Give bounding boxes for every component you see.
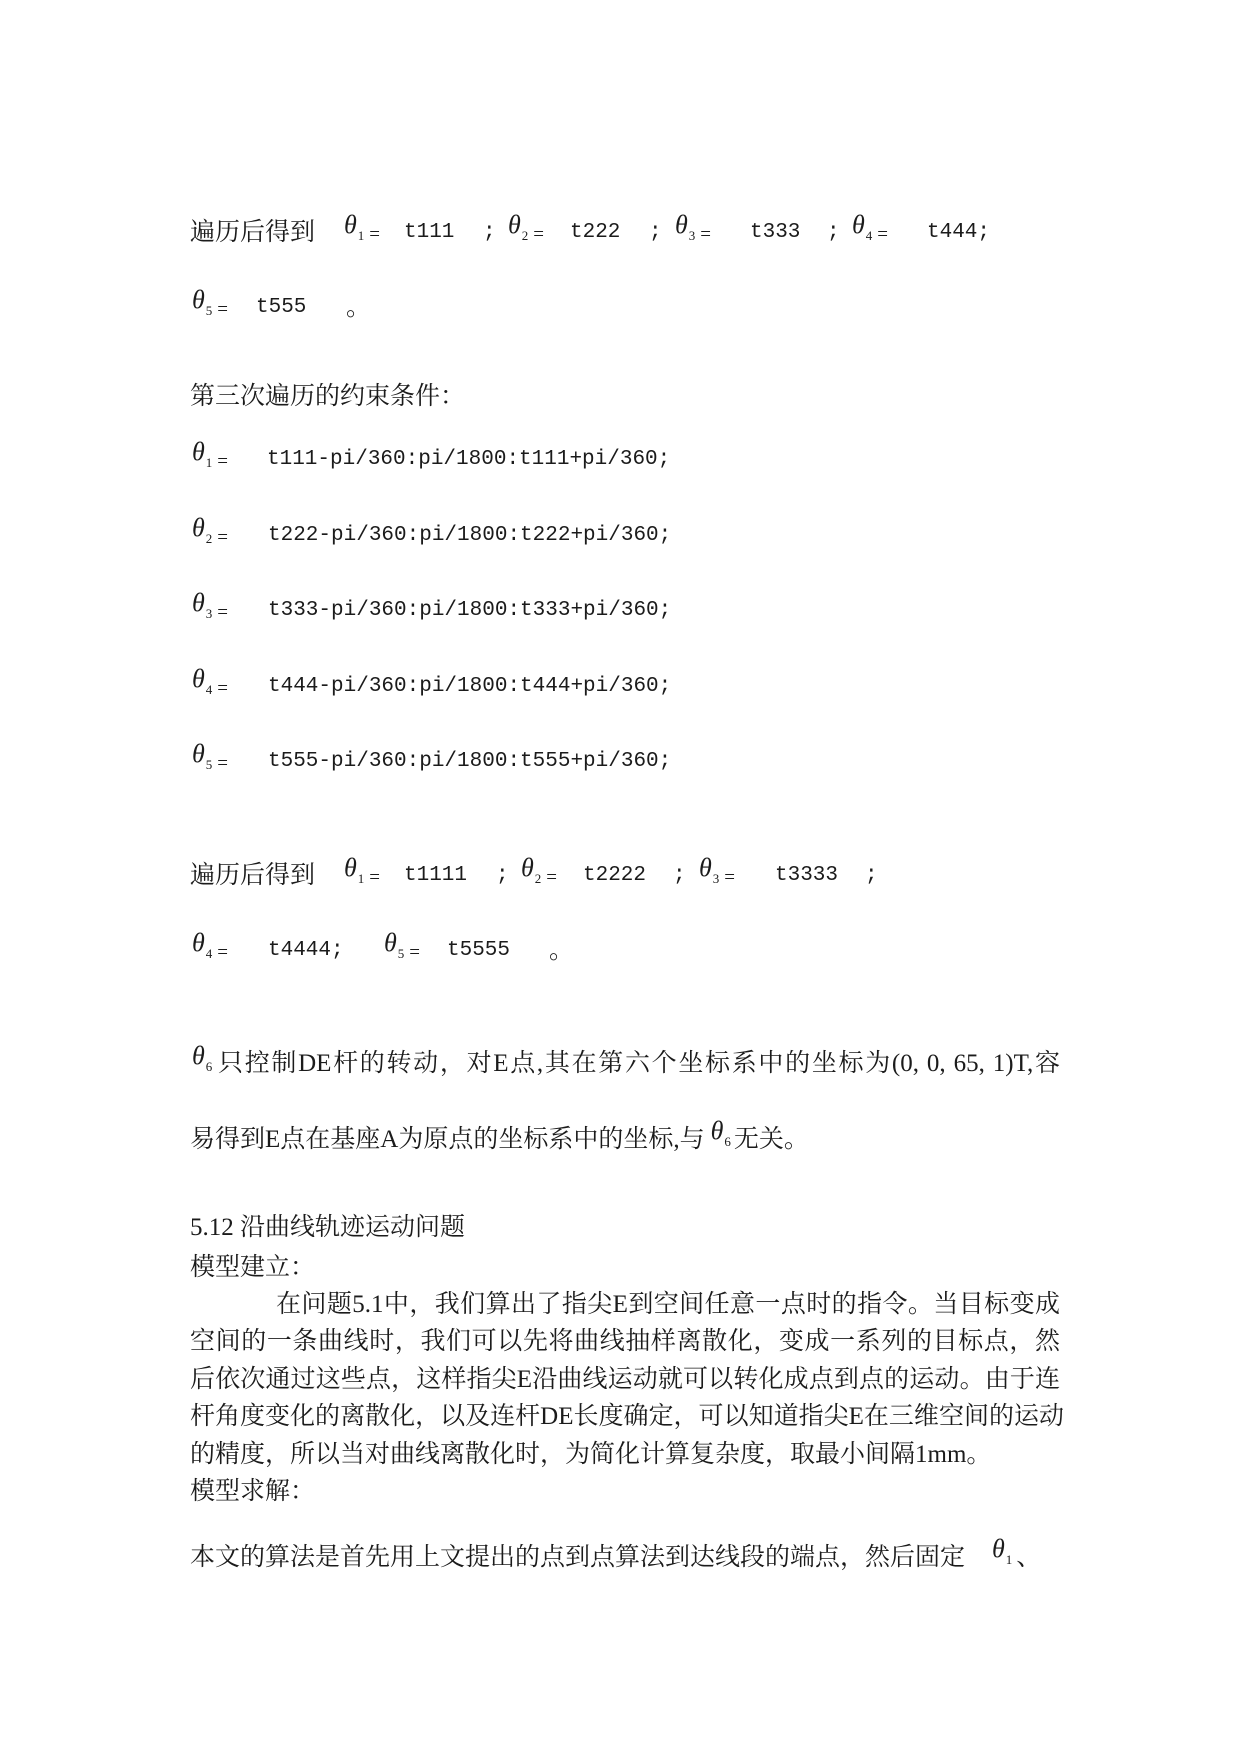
equals-sign: = bbox=[546, 867, 557, 888]
traversal-result-a-line-2 bbox=[0, 285, 1241, 325]
period: 。 bbox=[346, 294, 372, 321]
equals-sign: = bbox=[217, 678, 228, 699]
theta-subscript: 2 bbox=[205, 531, 213, 546]
theta-subscript: 1 bbox=[205, 455, 213, 470]
paragraph-line-5 bbox=[0, 1438, 1241, 1472]
theta-subscript: 4 bbox=[205, 946, 213, 961]
theta-5-equation bbox=[384, 928, 420, 972]
constraint-expression: t555-pi/360:pi/1800:t555+pi/360; bbox=[268, 750, 672, 773]
traversal-result-b-line-2 bbox=[0, 928, 1241, 968]
paragraph-line-4 bbox=[0, 1400, 1241, 1434]
theta-symbol: θ bbox=[192, 437, 205, 466]
equals-sign: = bbox=[217, 753, 228, 774]
constraints-heading-line bbox=[0, 380, 1241, 414]
theta-subscript: 4 bbox=[865, 228, 873, 243]
model-build-line bbox=[0, 1251, 1241, 1285]
theta-symbol: θ bbox=[852, 210, 865, 239]
theta-5-value: t5555 bbox=[447, 939, 511, 962]
equals-sign: = bbox=[724, 867, 735, 888]
separator: ; bbox=[496, 864, 509, 887]
constraint-expression: t444-pi/360:pi/1800:t444+pi/360; bbox=[268, 675, 672, 698]
separator: ; bbox=[827, 221, 840, 244]
constraint-line-4 bbox=[0, 664, 1241, 704]
algorithm-line bbox=[0, 1534, 1241, 1574]
theta-5-equation bbox=[192, 739, 228, 783]
paragraph-text: 后依次通过这些点，这样指尖E沿曲线运动就可以转化成点到点的运动。由于连 bbox=[190, 1366, 1060, 1393]
period: 。 bbox=[549, 937, 575, 964]
constraint-line-5 bbox=[0, 739, 1241, 779]
theta-symbol: θ bbox=[384, 928, 397, 957]
theta6-note-continuation bbox=[190, 1116, 809, 1160]
constraint-expression: t222-pi/360:pi/1800:t222+pi/360; bbox=[268, 524, 672, 547]
section-heading-line bbox=[0, 1211, 1241, 1245]
theta-subscript: 3 bbox=[688, 228, 696, 243]
paragraph-text: 的精度，所以当对曲线离散化时，为简化计算复杂度，取最小间隔1mm。 bbox=[190, 1441, 992, 1468]
theta-symbol: θ bbox=[192, 1041, 205, 1070]
theta-symbol: θ bbox=[192, 739, 205, 768]
theta6-note-line-1 bbox=[0, 1041, 1241, 1081]
theta-4-value: t4444; bbox=[268, 939, 344, 962]
separator: ; bbox=[649, 221, 662, 244]
theta-symbol: θ bbox=[675, 210, 688, 239]
equals-sign: = bbox=[700, 224, 711, 245]
theta-3-value: t3333 bbox=[775, 864, 839, 887]
theta-4-equation bbox=[192, 664, 228, 708]
theta-1-value: t111 bbox=[404, 221, 455, 244]
theta-2-equation bbox=[521, 853, 557, 897]
theta-symbol: θ bbox=[992, 1534, 1005, 1563]
model-solve-label: 模型求解： bbox=[190, 1478, 316, 1505]
theta-6-symbol bbox=[192, 1041, 213, 1085]
algorithm-sentence bbox=[190, 1534, 1042, 1578]
result-lead: 遍历后得到 bbox=[190, 219, 316, 246]
theta-symbol: θ bbox=[192, 928, 205, 957]
theta-4-equation bbox=[852, 210, 888, 254]
theta-6-symbol bbox=[710, 1116, 731, 1153]
theta-symbol: θ bbox=[192, 513, 205, 542]
constraint-line-2 bbox=[0, 513, 1241, 553]
theta-3-value: t333 bbox=[750, 221, 801, 244]
theta-symbol: θ bbox=[699, 853, 712, 882]
traversal-result-b-line-1 bbox=[0, 853, 1241, 893]
constraints-heading: 第三次遍历的约束条件： bbox=[190, 383, 466, 410]
theta-symbol: θ bbox=[192, 588, 205, 617]
theta-subscript: 5 bbox=[205, 757, 213, 772]
separator: ; bbox=[483, 221, 496, 244]
theta-subscript: 2 bbox=[534, 871, 542, 886]
paragraph-text: 在问题5.1中，我们算出了指尖E到空间任意一点时的指令。当目标变成 bbox=[276, 1291, 1060, 1318]
model-build-label: 模型建立： bbox=[190, 1254, 316, 1281]
theta-subscript: 3 bbox=[712, 871, 720, 886]
paragraph-text: 空间的一条曲线时，我们可以先将曲线抽样离散化，变成一系列的目标点，然 bbox=[190, 1328, 1060, 1355]
theta-2-value: t2222 bbox=[583, 864, 647, 887]
equals-sign: = bbox=[369, 867, 380, 888]
algorithm-text: 本文的算法是首先用上文提出的点到点算法到达线段的端点，然后固定 bbox=[190, 1544, 966, 1571]
theta-1-symbol bbox=[992, 1534, 1013, 1571]
paragraph-text: 杆角度变化的离散化，以及连杆DE长度确定，可以知道指尖E在三维空间的运动 bbox=[190, 1403, 1064, 1430]
theta-2-value: t222 bbox=[570, 221, 621, 244]
theta-subscript: 6 bbox=[205, 1059, 213, 1074]
theta-5-equation bbox=[192, 285, 228, 329]
constraint-expression: t333-pi/360:pi/1800:t333+pi/360; bbox=[268, 599, 672, 622]
theta-symbol: θ bbox=[344, 853, 357, 882]
theta6-note-text: 只控制DE杆的转动，对E点,其在第六个坐标系中的坐标为(0, 0, 65, 1)T,容 bbox=[218, 1050, 1060, 1077]
equals-sign: = bbox=[217, 299, 228, 320]
theta-4-equation bbox=[192, 928, 228, 972]
enumeration-comma: 、 bbox=[1016, 1544, 1042, 1571]
theta-3-equation bbox=[192, 588, 228, 632]
equals-sign: = bbox=[217, 527, 228, 548]
paragraph-line-3 bbox=[0, 1363, 1241, 1397]
theta-subscript: 1 bbox=[357, 228, 365, 243]
theta-1-value: t1111 bbox=[404, 864, 468, 887]
theta-2-equation bbox=[192, 513, 228, 557]
theta-symbol: θ bbox=[344, 210, 357, 239]
paragraph-line-2 bbox=[0, 1325, 1241, 1359]
theta-subscript: 6 bbox=[724, 1134, 731, 1149]
equals-sign: = bbox=[217, 602, 228, 623]
theta-3-equation bbox=[699, 853, 735, 897]
theta-3-equation bbox=[675, 210, 711, 254]
theta-1-equation bbox=[344, 853, 380, 897]
equals-sign: = bbox=[217, 942, 228, 963]
theta-1-equation bbox=[192, 437, 228, 481]
result-lead: 遍历后得到 bbox=[190, 862, 316, 889]
theta-subscript: 1 bbox=[1005, 1552, 1013, 1567]
theta-subscript: 1 bbox=[357, 871, 365, 886]
theta-1-equation bbox=[344, 210, 380, 254]
constraint-line-1 bbox=[0, 437, 1241, 477]
theta-symbol: θ bbox=[521, 853, 534, 882]
equals-sign: = bbox=[877, 224, 888, 245]
theta-symbol: θ bbox=[710, 1116, 724, 1145]
theta-subscript: 2 bbox=[521, 228, 529, 243]
theta-5-value: t555 bbox=[256, 296, 307, 319]
constraint-line-3 bbox=[0, 588, 1241, 628]
theta-subscript: 5 bbox=[205, 303, 213, 318]
theta-subscript: 3 bbox=[205, 606, 213, 621]
equals-sign: = bbox=[409, 942, 420, 963]
equals-sign: = bbox=[533, 224, 544, 245]
theta6-note-text: 易得到E点在基座A为原点的坐标系中的坐标,与 bbox=[190, 1126, 705, 1153]
theta6-note-line-2 bbox=[0, 1116, 1241, 1156]
model-solve-line bbox=[0, 1475, 1241, 1509]
traversal-result-a-line-1 bbox=[0, 210, 1241, 250]
equals-sign: = bbox=[369, 224, 380, 245]
section-heading: 5.12 沿曲线轨迹运动问题 bbox=[190, 1214, 466, 1241]
theta-symbol: θ bbox=[192, 285, 205, 314]
theta-4-value: t444; bbox=[927, 221, 991, 244]
theta-symbol: θ bbox=[508, 210, 521, 239]
separator: ; bbox=[865, 864, 878, 887]
separator: ; bbox=[673, 864, 686, 887]
theta6-note-tail: 无关。 bbox=[733, 1126, 809, 1153]
theta-subscript: 4 bbox=[205, 682, 213, 697]
equals-sign: = bbox=[217, 451, 228, 472]
theta-2-equation bbox=[508, 210, 544, 254]
paragraph-line-1 bbox=[0, 1288, 1241, 1322]
constraint-expression: t111-pi/360:pi/1800:t111+pi/360; bbox=[267, 448, 671, 471]
theta-symbol: θ bbox=[192, 664, 205, 693]
theta-subscript: 5 bbox=[397, 946, 405, 961]
